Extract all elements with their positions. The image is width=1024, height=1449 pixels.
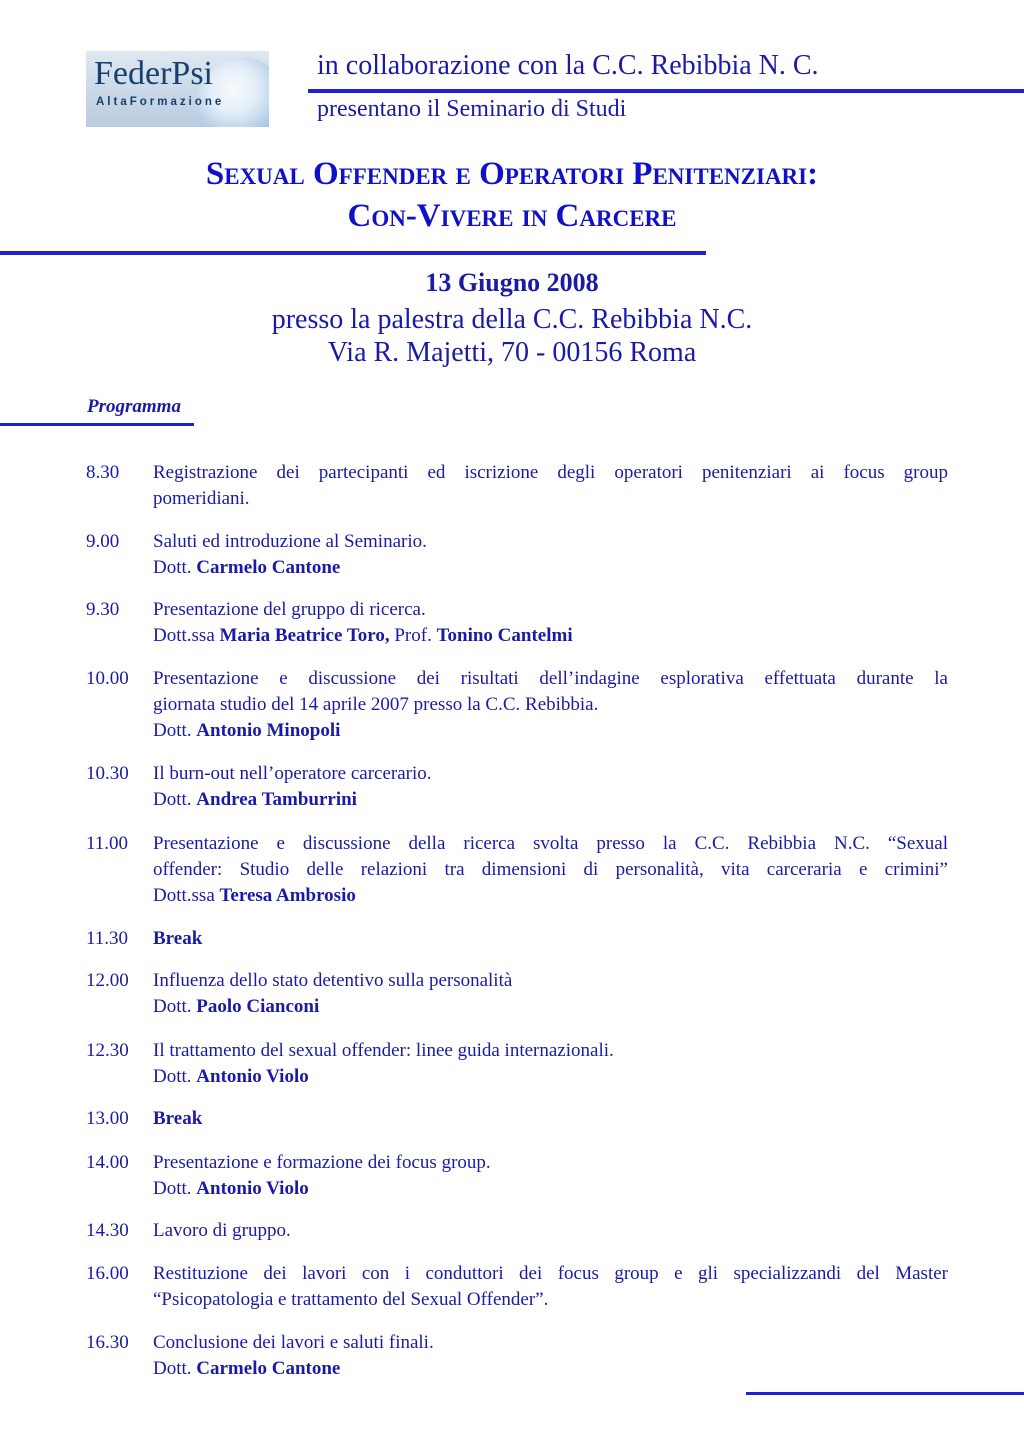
seminar-title-line1: Sexual Offender e Operatori Penitenziari: [205, 156, 819, 192]
item-text: Lavoro di gruppo. [153, 1220, 291, 1241]
item-text: Saluti ed introduzione al Seminario. [153, 531, 427, 552]
speaker-title: Dott. [153, 1066, 192, 1087]
item-text: Influenza dello stato detentivo sulla personalità [153, 970, 513, 991]
item-text: Presentazione e discussione della ricerca svolta presso la C.C. Rebibbia N.C. “Sexual [153, 833, 948, 854]
speaker-title: Dott. [153, 720, 192, 741]
venue-line2: Via R. Majetti, 70 - 00156 Roma [327, 337, 697, 368]
speaker-title: Dott. [153, 1358, 192, 1379]
speaker-title: Dott.ssa [153, 625, 215, 646]
venue-line1: presso la palestra della C.C. Rebibbia N.C. [271, 304, 753, 335]
item-time: 9.00 [86, 531, 120, 552]
speaker-name: Antonio Minopoli [196, 720, 341, 741]
item-time: 8.30 [86, 462, 120, 483]
logo-tagline: AltaFormazione [96, 96, 225, 108]
logo-wordmark: FederPsi [94, 55, 213, 92]
speaker-name: Carmelo Cantone [196, 1358, 341, 1379]
seminar-date: 13 Giugno 2008 [425, 268, 599, 297]
item-speaker [153, 1064, 948, 1090]
item-text: Restituzione dei lavori con i conduttori dei focus group e gli specializzandi del Master [153, 1263, 948, 1284]
item-speaker [153, 718, 948, 744]
item-time: 9.30 [86, 599, 120, 620]
item-text: giornata studio del 14 aprile 2007 presso la C.C. Rebibbia. [153, 694, 599, 715]
item-speaker [153, 1176, 948, 1202]
speaker-name: Tonino Cantelmi [436, 625, 573, 646]
item-text: Il burn-out nell’operatore carcerario. [153, 763, 432, 784]
footer-divider [746, 1392, 1024, 1395]
speaker-name: Teresa Ambrosio [219, 885, 356, 906]
speaker-name: Antonio Violo [196, 1178, 309, 1199]
speaker-title: Dott. [153, 996, 192, 1017]
item-speaker [153, 883, 948, 909]
item-text: pomeridiani. [153, 488, 250, 509]
speaker-title: Dott. [153, 789, 192, 810]
programme-heading: Programma [87, 396, 181, 417]
speaker-name: Andrea Tamburrini [196, 789, 357, 810]
item-speaker [153, 787, 948, 813]
speaker-name: Paolo Cianconi [196, 996, 320, 1017]
item-time: 11.00 [86, 833, 129, 854]
item-text: Il trattamento del sexual offender: linee guida internazionali. [153, 1040, 614, 1061]
item-text: Presentazione e formazione dei focus group. [153, 1152, 491, 1173]
item-text: “Psicopatologia e trattamento del Sexual Offender”. [153, 1289, 549, 1310]
speaker-title: Dott. [153, 1178, 192, 1199]
item-time: 12.30 [86, 1040, 129, 1061]
seminar-title-line2: Con-Vivere in Carcere [347, 198, 677, 234]
item-time: 16.00 [86, 1263, 129, 1284]
item-speaker [153, 623, 948, 649]
item-speaker [153, 994, 948, 1020]
item-time: 16.30 [86, 1332, 129, 1353]
item-speaker [153, 555, 948, 581]
speaker-title: Prof. [394, 625, 432, 646]
item-time: 10.30 [86, 763, 129, 784]
item-text: offender: Studio delle relazioni tra dimensioni di personalità, vita carceraria e crimini” [153, 859, 948, 880]
item-text: Registrazione dei partecipanti ed iscrizione degli operatori penitenziari ai focus group [153, 462, 948, 483]
item-time: 13.00 [86, 1108, 129, 1129]
speaker-title: Dott. [153, 557, 192, 578]
presents-line: presentano il Seminario di Studi [317, 96, 627, 122]
collaboration-line: in collaborazione con la C.C. Rebibbia N. C. [317, 50, 819, 81]
item-text: Presentazione e discussione dei risultati dell’indagine esplorativa effettuata durante la [153, 668, 948, 689]
speaker-title: Dott.ssa [153, 885, 215, 906]
break-label: Break [153, 1108, 203, 1129]
item-time: 14.00 [86, 1152, 129, 1173]
item-time: 14.30 [86, 1220, 129, 1241]
speaker-name: Maria Beatrice Toro, [219, 625, 390, 646]
item-time: 10.00 [86, 668, 129, 689]
item-speaker [153, 1356, 948, 1382]
speaker-name: Antonio Violo [196, 1066, 309, 1087]
item-time: 11.30 [86, 928, 129, 949]
item-text: Conclusione dei lavori e saluti finali. [153, 1332, 434, 1353]
speaker-name: Carmelo Cantone [196, 557, 341, 578]
item-time: 12.00 [86, 970, 129, 991]
item-text: Presentazione del gruppo di ricerca. [153, 599, 426, 620]
break-label: Break [153, 928, 203, 949]
